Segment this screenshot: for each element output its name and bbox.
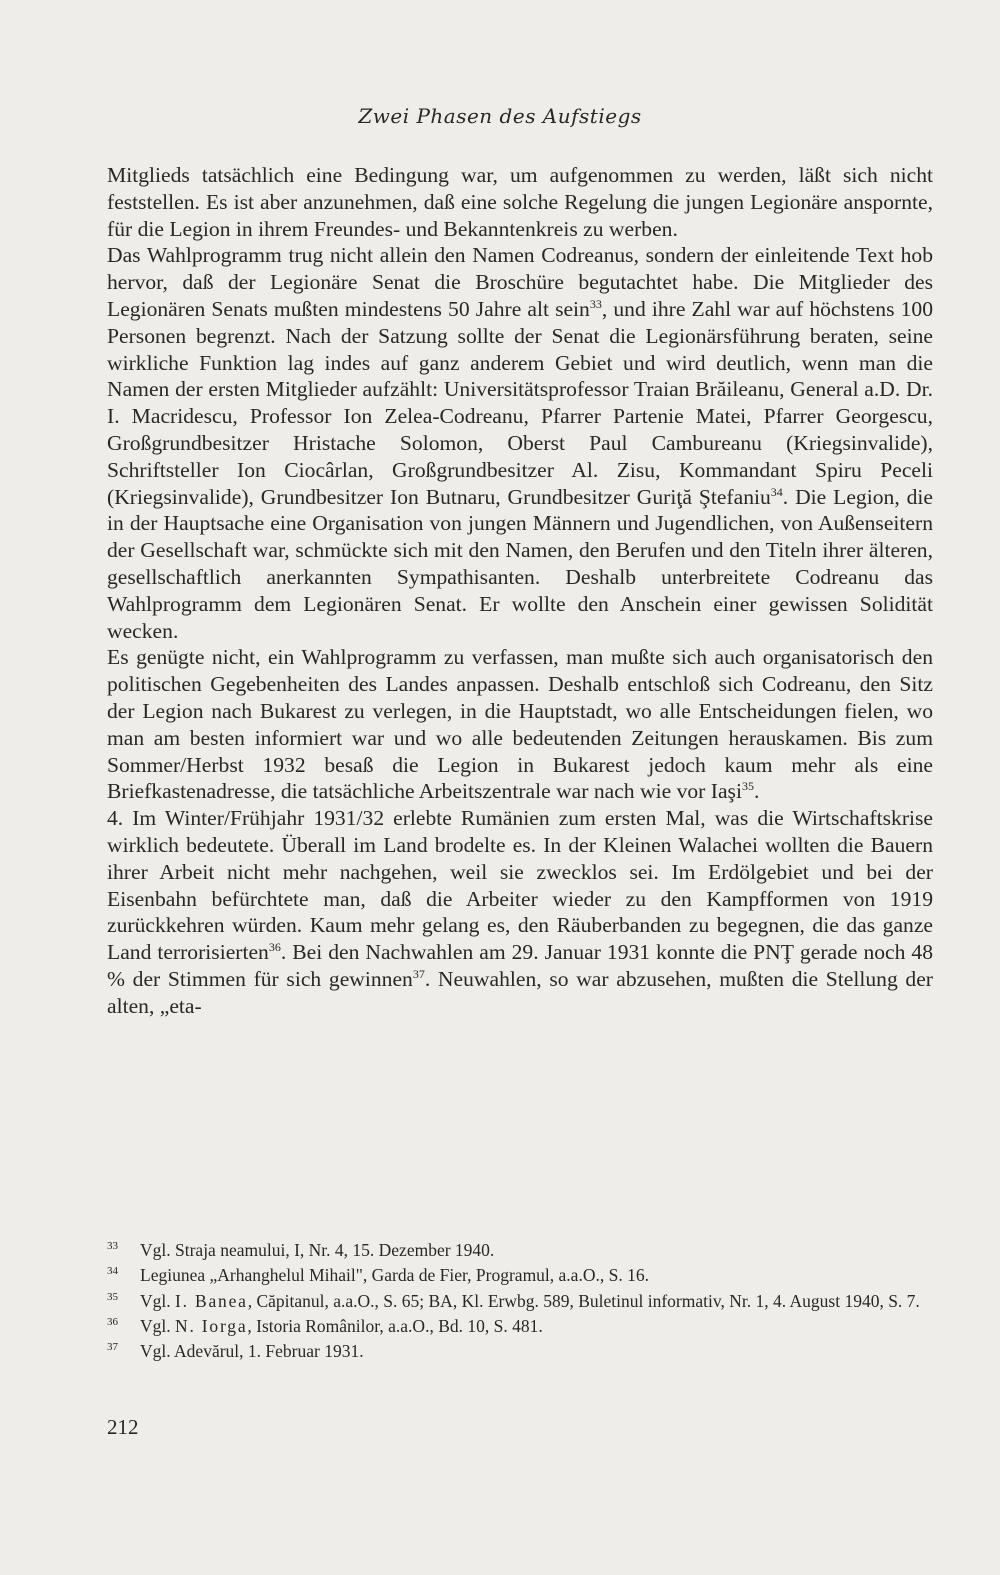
paragraph-text: . Die Legion, die in der Hauptsache eine Organisation von jungen Männern und Jugendlichen, von Außenseitern der Gesellschaft war, schmückte sich mit den Namen, den Berufen und den Titeln ihrer älteren, gesellschaftlich anerkannten Sympathisanten. Deshalb unterbreitete Codreanu das Wahlprogramm dem Legionären Senat. Er wollte den Anschein einer gewissen Solidität wecken. xyxy=(107,484,933,643)
paragraph-text: . xyxy=(753,779,760,804)
footnote-text: Vgl. Straja neamului, I, Nr. 4, 15. Dezember 1940. xyxy=(140,1239,495,1260)
footnote-number: 34 xyxy=(107,1265,118,1278)
footnote-author: I. Banea xyxy=(175,1290,248,1311)
footnote-33 xyxy=(107,1236,933,1261)
footnotes xyxy=(107,1236,933,1363)
footnote-ref-37[interactable]: 37 xyxy=(412,966,425,981)
footnote-text: , Căpitanul, a.a.O., S. 65; BA, Kl. Erwbg. 589, Buletinul informativ, Nr. 1, 4. August 1940, S. 7. xyxy=(247,1290,920,1311)
paragraph-text: Das Wahlprogramm trug nicht allein den Namen Codreanus, sondern der einleitende Text hob hervor, daß der Legionäre Senat die Broschüre begutachtet habe. Die Mitglieder des Legionären Senats mußten mindestens 50 Jahre alt sein xyxy=(107,243,933,321)
footnote-text: Vgl. xyxy=(140,1290,175,1311)
footnote-37 xyxy=(107,1337,933,1362)
paragraph-3 xyxy=(107,644,933,805)
footnote-ref-35[interactable]: 35 xyxy=(741,779,754,794)
footnote-36 xyxy=(107,1312,933,1337)
footnote-number: 36 xyxy=(107,1315,118,1328)
running-head: Zwei Phasen des Aufstiegs xyxy=(358,104,642,128)
paragraph-text: . Bei den Nachwahlen am 29. Januar 1931 konnte die PNŢ gerade noch 48 % der Stimmen für sich gewinnen xyxy=(107,940,933,991)
paragraph-1 xyxy=(107,162,933,242)
footnote-ref-36[interactable]: 36 xyxy=(268,939,281,954)
paragraph-4 xyxy=(107,805,933,1019)
footnote-ref-34[interactable]: 34 xyxy=(770,484,783,499)
footnote-text: Vgl. Adevărul, 1. Februar 1931. xyxy=(140,1341,364,1362)
paragraph-text: Mitglieds tatsächlich eine Bedingung war, um aufgenommen zu werden, läßt sich nicht feststellen. Es ist aber anzunehmen, daß eine solche Regelung die jungen Legionäre anspornte, für die Legion in ihrem Freundes- und Bekanntenkreis zu werben. xyxy=(107,163,933,241)
footnote-35 xyxy=(107,1287,933,1312)
paragraph-text: , und ihre Zahl war auf höchstens 100 Personen begrenzt. Nach der Satzung sollte der Senat die Legionärsführung beraten, seine wirkliche Funktion lag indes auf ganz anderem Gebiet und wird deutlich, wenn man die Namen der ersten Mitglieder aufzählt: Universitätsprofessor Traian Brăileanu, General a.D. Dr. I. Macridescu, Professor Ion Zelea-Codreanu, Pfarrer Partenie Matei, Pfarrer Georgescu, Großgrundbesitzer Hristache Solomon, Oberst Paul Cambureanu (Kriegsinvalide), Schriftsteller Ion Ciocârlan, Großgrundbesitzer Al. Zisu, Kommandant Spiru Peceli (Kriegsinvalide), Grundbesitzer Ion Butnaru, Grundbesitzer Guriţă Ştefaniu xyxy=(107,296,933,509)
footnote-text: Legiunea „Arhanghelul Mihail", Garda de Fier, Programul, a.a.O., S. 16. xyxy=(140,1265,649,1286)
footnote-number: 37 xyxy=(107,1341,118,1354)
paragraph-text: Es genügte nicht, ein Wahlprogramm zu verfassen, man mußte sich auch organisatorisch den politischen Gegebenheiten des Landes anpassen. Deshalb entschloß sich Codreanu, den Sitz der Legion nach Bukarest zu verlegen, in die Hauptstadt, wo alle Entscheidungen fielen, wo man am besten informiert war und wo alle bedeutenden Zeitungen herauskamen. Bis zum Sommer/Herbst 1932 besaß die Legion in Bukarest jedoch kaum mehr als eine Briefkastenadresse, die tatsächliche Arbeitszentrale war nach wie vor Iaşi xyxy=(107,645,933,804)
footnote-34 xyxy=(107,1261,933,1286)
footnote-text: Vgl. xyxy=(140,1315,175,1336)
paragraph-2 xyxy=(107,242,933,644)
footnote-number: 35 xyxy=(107,1290,118,1303)
footnote-text: , Istoria Românilor, a.a.O., Bd. 10, S. 481. xyxy=(247,1315,543,1336)
body-text xyxy=(107,162,933,1020)
footnote-number: 33 xyxy=(107,1240,118,1252)
page-number: 212 xyxy=(107,1415,139,1439)
paragraph-text: . Neuwahlen, so war abzusehen, mußten die Stellung der alten, „eta- xyxy=(107,966,933,1018)
paragraph-text: 4. Im Winter/Frühjahr 1931/32 erlebte Rumänien zum ersten Mal, was die Wirtschaftskrise wirklich bedeutete. Überall im Land brodelte es. In der Kleinen Walachei wollten die Bauern ihrer Arbeit nicht mehr nachgehen, weil sie zwecklos sei. Im Erdölgebiet und bei der Eisenbahn befürchtete man, daß die Arbeiter wieder zu den Kampfformen von 1919 zurückkehren würden. Kaum mehr gelang es, den Räuberbanden zu begegnen, die das ganze Land terrorisierten xyxy=(107,806,933,965)
footnote-ref-33[interactable]: 33 xyxy=(589,296,602,311)
footnote-author: N. Iorga xyxy=(175,1315,248,1336)
